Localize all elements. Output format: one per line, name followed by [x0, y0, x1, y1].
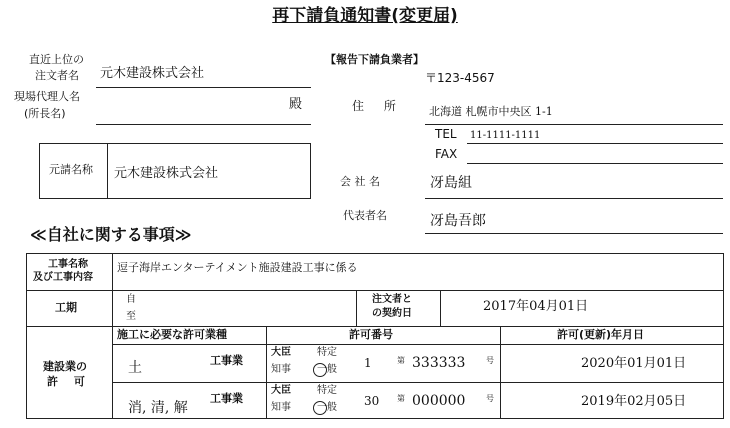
period-from: 自	[126, 294, 136, 305]
contract-label-line1: 注文者と	[372, 294, 412, 305]
representative-underline	[425, 233, 723, 234]
license-row1-trade: 土	[128, 360, 142, 376]
license-row2-kouji: 工事業	[210, 392, 243, 405]
company-label: 会 社 名	[340, 175, 380, 188]
license-row1-governor: 知事	[271, 364, 291, 375]
reporter-heading: 【報告下請負業者】	[325, 53, 424, 66]
table-rule-3	[112, 344, 724, 345]
license-col-date: 許可(更新)年月日	[557, 328, 645, 341]
table-rule-4	[112, 382, 724, 383]
table-col-number	[500, 326, 501, 419]
tel-underline	[467, 143, 723, 144]
representative-label: 代表者名	[343, 209, 387, 222]
license-row1-general: 一般	[317, 364, 337, 375]
address-label: 住 所	[352, 99, 404, 113]
license-col-number: 許可番号	[349, 328, 393, 341]
address-underline	[425, 124, 723, 125]
period-label: 工期	[55, 301, 77, 314]
license-label-line2: 許 可	[47, 375, 91, 388]
license-row2-minister: 大臣	[271, 385, 291, 396]
license-row2-trade: 消, 清, 解	[128, 400, 188, 416]
prime-label: 元請名称	[49, 163, 93, 176]
license-row2-general: 一般	[317, 402, 337, 413]
license-row1-general-circle	[313, 363, 327, 377]
license-row1-prefix: 1	[364, 356, 372, 370]
representative-value: 冴島吾郎	[430, 213, 486, 229]
project-name-label-line2: 及び工事内容	[33, 272, 93, 283]
section-title: ≪自社に関する事項≫	[30, 225, 192, 244]
license-row2-general-circle	[313, 401, 327, 415]
orderer-label-line2: 注文者名	[35, 69, 79, 82]
document-title: 再下請負通知書(変更届)	[272, 6, 458, 26]
license-row1-gou: 号	[486, 356, 494, 365]
license-row1-date: 2020年01月01日	[581, 356, 687, 371]
agent-label-line1: 現場代理人名	[14, 90, 80, 103]
prime-value: 元木建設株式会社	[114, 166, 219, 181]
license-row1-specific: 特定	[317, 347, 337, 358]
license-row2-number: 000000	[412, 393, 466, 409]
orderer-value: 元木建設株式会社	[100, 66, 205, 81]
license-row1-kouji: 工事業	[210, 354, 243, 367]
license-row2-gou: 号	[486, 394, 494, 403]
orderer-underline	[96, 87, 311, 88]
table-col-trade	[266, 326, 267, 419]
fax-label: FAX	[435, 147, 458, 161]
license-row2-dai: 第	[397, 394, 405, 403]
postal-code: 〒123-4567	[425, 71, 495, 85]
license-row2-date: 2019年02月05日	[581, 394, 687, 409]
project-name-label-line1: 工事名称	[48, 259, 88, 270]
prime-box-divider	[107, 143, 108, 199]
license-col-trade: 施工に必要な許可業種	[117, 328, 227, 341]
license-row2-prefix: 30	[364, 394, 380, 408]
address-value: 北海道 札幌市中央区 1-1	[429, 105, 553, 118]
project-name-value: 逗子海岸エンターテイメント施設建設工事に係る	[117, 261, 358, 274]
company-underline	[425, 198, 723, 199]
table-col-label	[112, 253, 113, 419]
license-row2-specific: 特定	[317, 385, 337, 396]
license-row1-number: 333333	[412, 355, 466, 371]
license-row2-governor: 知事	[271, 402, 291, 413]
table-rule-2	[26, 326, 724, 327]
tel-value: 11-1111-1111	[470, 130, 541, 141]
fax-underline	[467, 163, 723, 164]
contract-label-line2: の契約日	[372, 308, 412, 319]
license-row1-dai: 第	[397, 356, 405, 365]
agent-label-line2: (所長名)	[24, 107, 66, 120]
tel-label: TEL	[435, 127, 457, 141]
agent-underline	[96, 124, 311, 125]
table-col-contract-right	[440, 290, 441, 326]
table-rule-1	[26, 290, 724, 291]
honorific: 殿	[289, 97, 303, 112]
license-row1-minister: 大臣	[271, 347, 291, 358]
orderer-label-line1: 直近上位の	[29, 53, 84, 66]
table-col-contract-left	[356, 290, 357, 326]
period-to: 至	[126, 311, 136, 322]
company-value: 冴島組	[430, 175, 472, 191]
license-label-line1: 建設業の	[43, 360, 87, 373]
contract-date: 2017年04月01日	[483, 299, 589, 314]
